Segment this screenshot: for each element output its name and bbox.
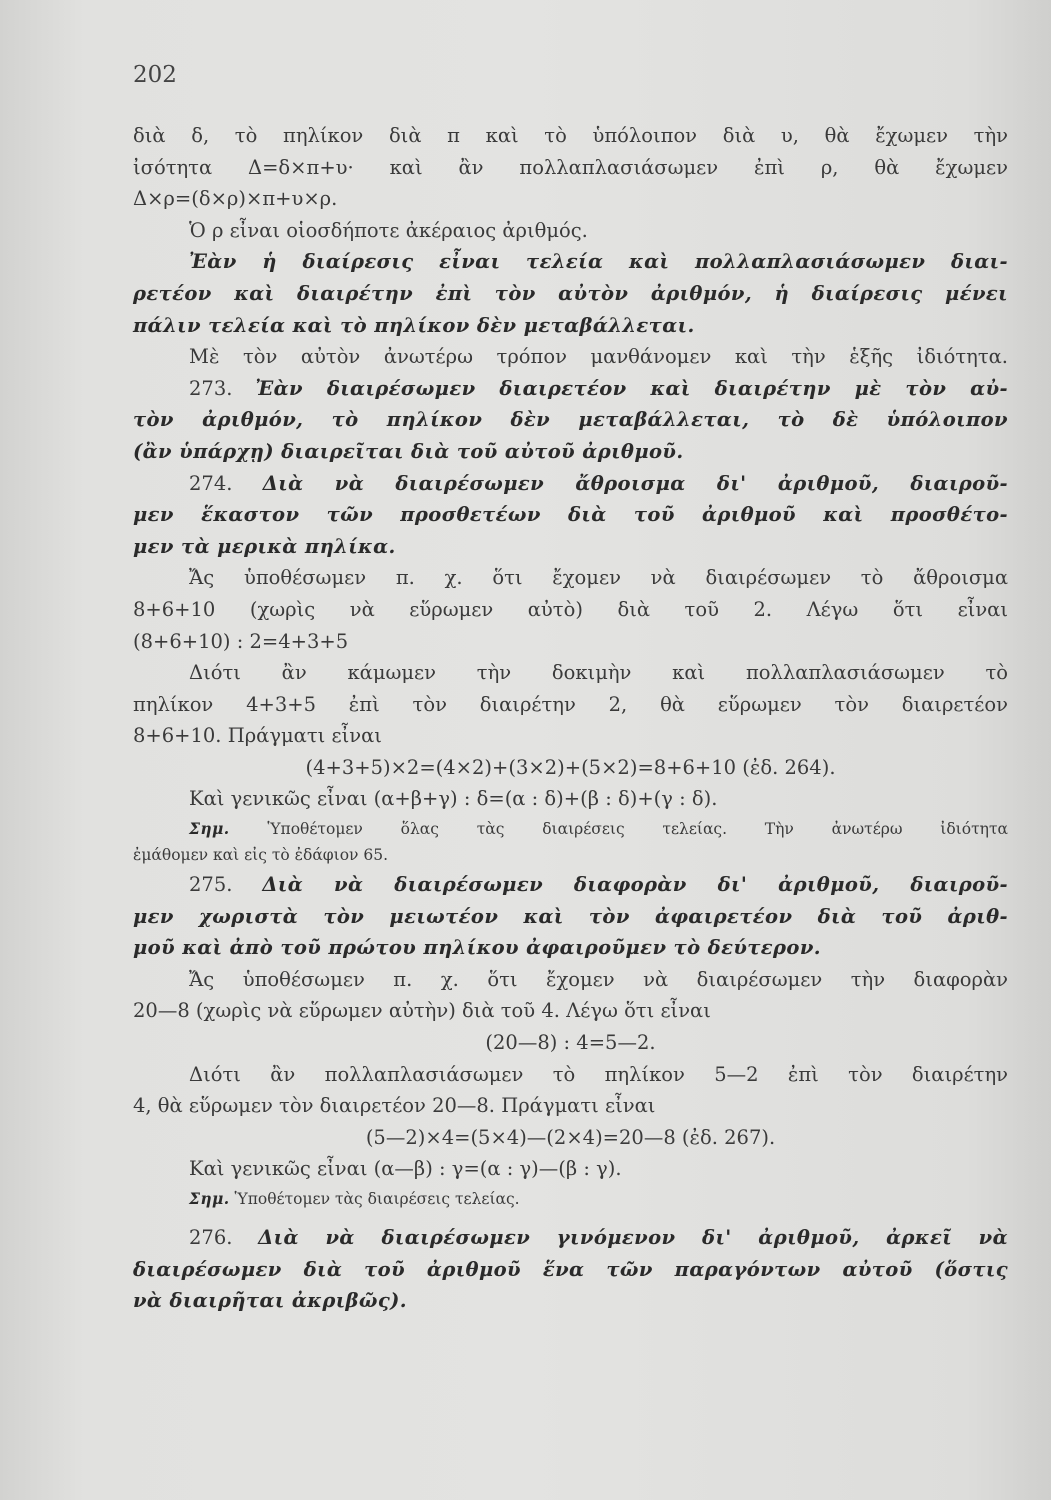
formula: (20—8) : 4=5—2. [485, 1031, 656, 1055]
text-line: ἰσότητα Δ=δ×π+υ· καὶ ἂν πολλαπλασιάσωμεν ἐπὶ ρ, θὰ ἔχωμεν [133, 155, 1008, 179]
section-number: 275. [189, 873, 233, 897]
text-line: Ἄς ὑποθέσωμεν π. χ. ὅτι ἔχομεν νὰ διαιρέσωμεν τὴν διαφορὰν [189, 967, 1008, 991]
section-number: 273. [189, 376, 233, 400]
formula: Καὶ γενικῶς εἶναι (α+β+γ) : δ=(α : δ)+(β : δ)+(γ : δ). [189, 787, 718, 811]
formula: (8+6+10) : 2=4+3+5 [133, 629, 349, 653]
rule-text: μεν ἕκαστον τῶν προσθετέων διὰ τοῦ ἀριθμοῦ καὶ προσθέτο- [133, 503, 1008, 527]
text-line: Ὁ ρ εἶναι οἱοσδήποτε ἀκέραιος ἀριθμός. [189, 218, 588, 242]
note-label: Σημ. [189, 819, 230, 839]
text-line: πηλίκον 4+3+5 ἐπὶ τὸν διαιρέτην 2, θὰ εὕρωμεν τὸν διαιρετέον [133, 692, 1008, 716]
text-line: Δ×ρ=(δ×ρ)×π+υ×ρ. [133, 187, 338, 211]
rule-text: διαιρέσωμεν διὰ τοῦ ἀριθμοῦ ἕνα τῶν παραγόντων αὐτοῦ (ὅστις [133, 1257, 1008, 1281]
rule-text: Διὰ νὰ διαιρέσωμεν γινόμενον δι' ἀριθμοῦ, ἀρκεῖ νὰ [258, 1226, 1008, 1249]
section-274-heading [133, 468, 1008, 500]
text-line: Ἄς ὑποθέσωμεν π. χ. ὅτι ἔχομεν νὰ διαιρέσωμεν τὸ ἄθροισμα [189, 566, 1008, 590]
section-number: 274. [189, 471, 233, 495]
formula: (5—2)×4=(5×4)—(2×4)=20—8 (ἐδ. 267). [365, 1125, 776, 1149]
section-275-heading [133, 869, 1008, 901]
text-line: 20—8 (χωρὶς νὰ εὕρωμεν αὐτὴν) διὰ τοῦ 4. Λέγω ὅτι εἶναι [133, 999, 711, 1023]
note-line [133, 1185, 1008, 1212]
text-line: Μὲ τὸν αὐτὸν ἀνωτέρω τρόπον μανθάνομεν καὶ τὴν ἑξῆς ἰδιότητα. [189, 345, 1008, 369]
section-273-heading [133, 373, 1008, 405]
text-line: Διότι ἂν πολλαπλασιάσωμεν τὸ πηλίκον 5—2 ἐπὶ τὸν διαιρέτην [189, 1062, 1008, 1086]
rule-text: τὸν ἀριθμόν, τὸ πηλίκον δὲν μεταβάλλεται, τὸ δὲ ὑπόλοιπον [133, 408, 1008, 432]
text-line: διὰ δ, τὸ πηλίκον διὰ π καὶ τὸ ὑπόλοιπον διὰ υ, θὰ ἔχωμεν τὴν [133, 124, 1008, 147]
section-276-heading [133, 1222, 1008, 1254]
rule-text: Διὰ νὰ διαιρέσωμεν διαφορὰν δι' ἀριθμοῦ, διαιροῦ- [262, 873, 1008, 897]
rule-text: μοῦ καὶ ἀπὸ τοῦ πρώτου πηλίκου ἀφαιροῦμεν τὸ δεύτερον. [133, 936, 821, 960]
rule-text: Ἐὰν διαιρέσωμεν διαιρετέον καὶ διαιρέτην μὲ τὸν αὐ- [255, 376, 1008, 400]
rule-text: πάλιν τελεία καὶ τὸ πηλίκον δὲν μεταβάλλεται. [133, 313, 695, 337]
page-body [133, 120, 1008, 1317]
rule-text: Ἐὰν ἡ διαίρεσις εἶναι τελεία καὶ πολλαπλασιάσωμεν διαι- [189, 250, 1008, 274]
text-line: 8+6+10. Πράγματι εἶναι [133, 724, 382, 748]
rule-text: νὰ διαιρῆται ἀκριβῶς). [133, 1289, 407, 1313]
rule-text: ρετέον καὶ διαιρέτην ἐπὶ τὸν αὐτὸν ἀριθμόν, ἡ διαίρεσις μένει [133, 281, 1008, 305]
section-number: 276. [189, 1226, 233, 1249]
note-text: Ὑποθέτομεν τὰς διαιρέσεις τελείας. [234, 1190, 520, 1208]
rule-text: Διὰ νὰ διαιρέσωμεν ἄθροισμα δι' ἀριθμοῦ, διαιροῦ- [262, 471, 1009, 495]
page-number: 202 [133, 62, 177, 88]
note-line [133, 815, 1008, 842]
rule-text: (ἂν ὑπάρχῃ) διαιρεῖται διὰ τοῦ αὐτοῦ ἀριθμοῦ. [133, 439, 684, 463]
text-line: 4, θὰ εὕρωμεν τὸν διαιρετέον 20—8. Πράγματι εἶναι [133, 1094, 656, 1118]
note-label: Σημ. [189, 1189, 230, 1208]
note-line: ἐμάθομεν καὶ εἰς τὸ ἐδάφιον 65. [133, 846, 389, 865]
rule-text: μεν τὰ μερικὰ πηλίκα. [133, 534, 396, 558]
formula: (4+3+5)×2=(4×2)+(3×2)+(5×2)=8+6+10 (ἐδ. 264). [305, 755, 836, 779]
rule-text: μεν χωριστὰ τὸν μειωτέον καὶ τὸν ἀφαιρετέον διὰ τοῦ ἀριθ- [133, 904, 1008, 928]
text-line: 8+6+10 (χωρὶς νὰ εὕρωμεν αὐτὸ) διὰ τοῦ 2. Λέγω ὅτι εἶναι [133, 597, 1008, 621]
formula: Καὶ γενικῶς εἶναι (α—β) : γ=(α : γ)—(β : γ). [189, 1157, 622, 1181]
note-text: Ὑποθέτομεν ὅλας τὰς διαιρέσεις τελείας. Τὴν ἀνωτέρω ἰδιότητα [267, 820, 1008, 839]
text-line: Διότι ἂν κάμωμεν τὴν δοκιμὴν καὶ πολλαπλασιάσωμεν τὸ [189, 661, 1008, 685]
spacer [133, 1212, 1008, 1222]
